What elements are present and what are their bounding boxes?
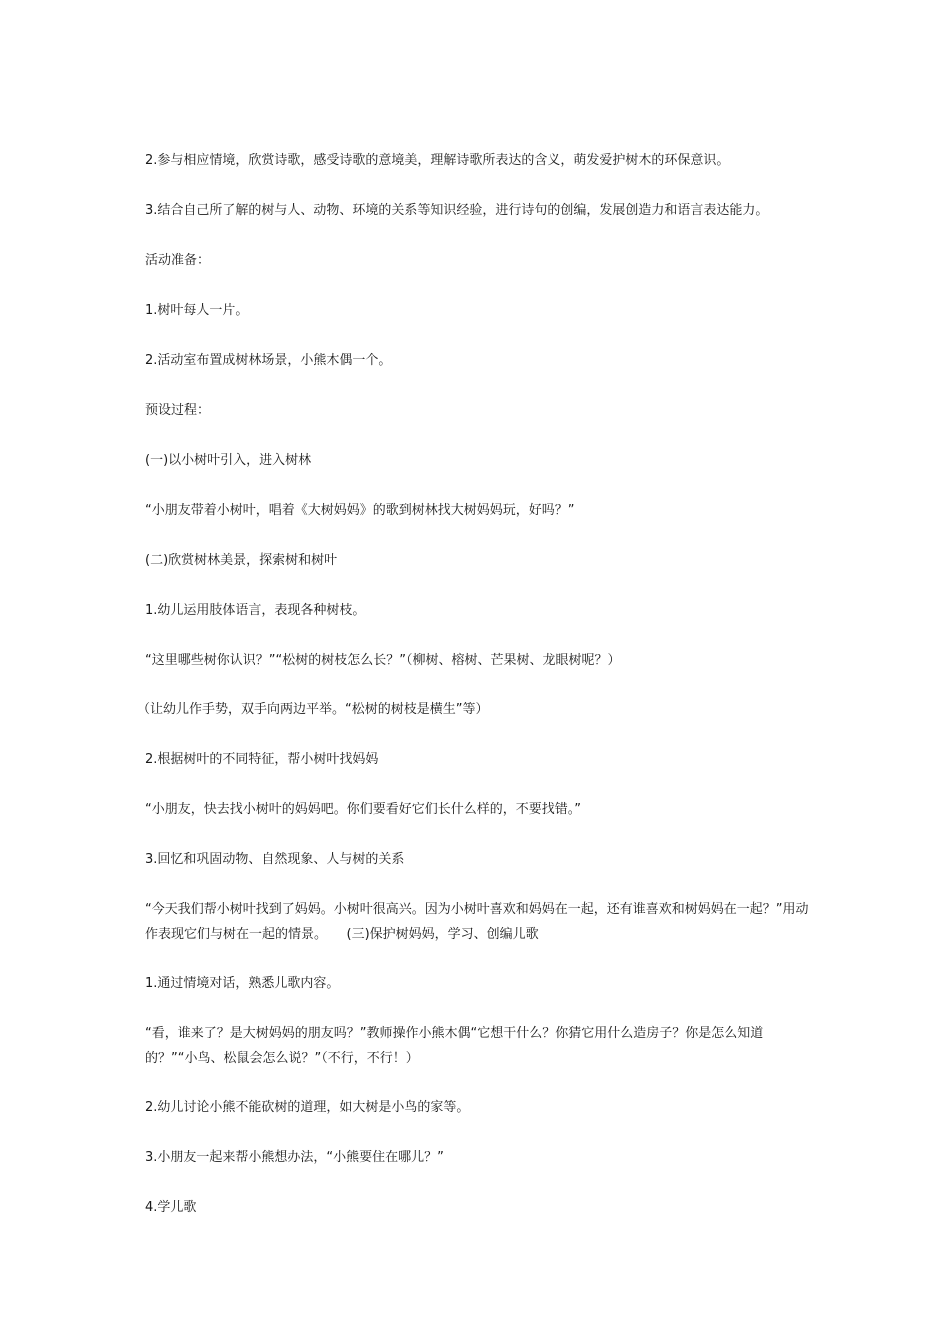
preparation-item-2: 2.活动室布置成树林场景，小熊木偶一个。 [145,353,392,368]
dialogue-paragraph: “今天我们帮小树叶找到了妈妈。小树叶很高兴。因为小树叶喜欢和妈妈在一起，还有谁喜欢和树妈妈在一起？”用动作表现它们与树在一起的情景。 (三)保护树妈妈，学习、创编儿歌 [145,902,809,942]
preparation-item-1: 1.树叶每人一片。 [145,303,249,318]
substep-4: 4.学儿歌 [145,1200,197,1215]
substep-1: 1.通过情境对话，熟悉儿歌内容。 [145,976,340,991]
substep-3: 3.回忆和巩固动物、自然现象、人与树的关系 [145,852,405,867]
dialogue-paragraph: “小朋友带着小树叶，唱着《大树妈妈》的歌到树林找大树妈妈玩，好吗？” [145,503,575,518]
note-paragraph: （让幼儿作手势，双手向两边平举。“松树的树枝是横生”等） [137,702,489,717]
substep-2: 2.幼儿讨论小熊不能砍树的道理，如大树是小鸟的家等。 [145,1100,470,1115]
dialogue-paragraph: “看，谁来了？是大树妈妈的朋友吗？”教师操作小熊木偶“它想干什么？你猜它用什么造房子？你是怎么知道的？”“小鸟、松鼠会怎么说？”（不行，不行！） [145,1026,764,1066]
dialogue-paragraph: “这里哪些树你认识？”“松树的树枝怎么长？”（柳树、榕树、芒果树、龙眼树呢？） [145,653,621,668]
step-heading-1: (一)以小树叶引入，进入树林 [145,453,312,468]
substep-1: 1.幼儿运用肢体语言，表现各种树枝。 [145,603,366,618]
section-heading-process: 预设过程： [145,403,211,418]
substep-3: 3.小朋友一起来帮小熊想办法，“小熊要住在哪儿？” [145,1150,444,1165]
section-heading-preparation: 活动准备： [145,253,211,268]
dialogue-paragraph: “小朋友，快去找小树叶的妈妈吧。你们要看好它们长什么样的，不要找错。” [145,802,581,817]
goal-3: 3.结合自己所了解的树与人、动物、环境的关系等知识经验，进行诗句的创编，发展创造力和语言表达能力。 [145,203,769,218]
goal-2: 2.参与相应情境，欣赏诗歌，感受诗歌的意境美，理解诗歌所表达的含义，萌发爱护树木的环保意识。 [145,153,730,168]
substep-2: 2.根据树叶的不同特征，帮小树叶找妈妈 [145,752,379,767]
step-heading-2: (二)欣赏树林美景，探索树和树叶 [145,553,338,568]
